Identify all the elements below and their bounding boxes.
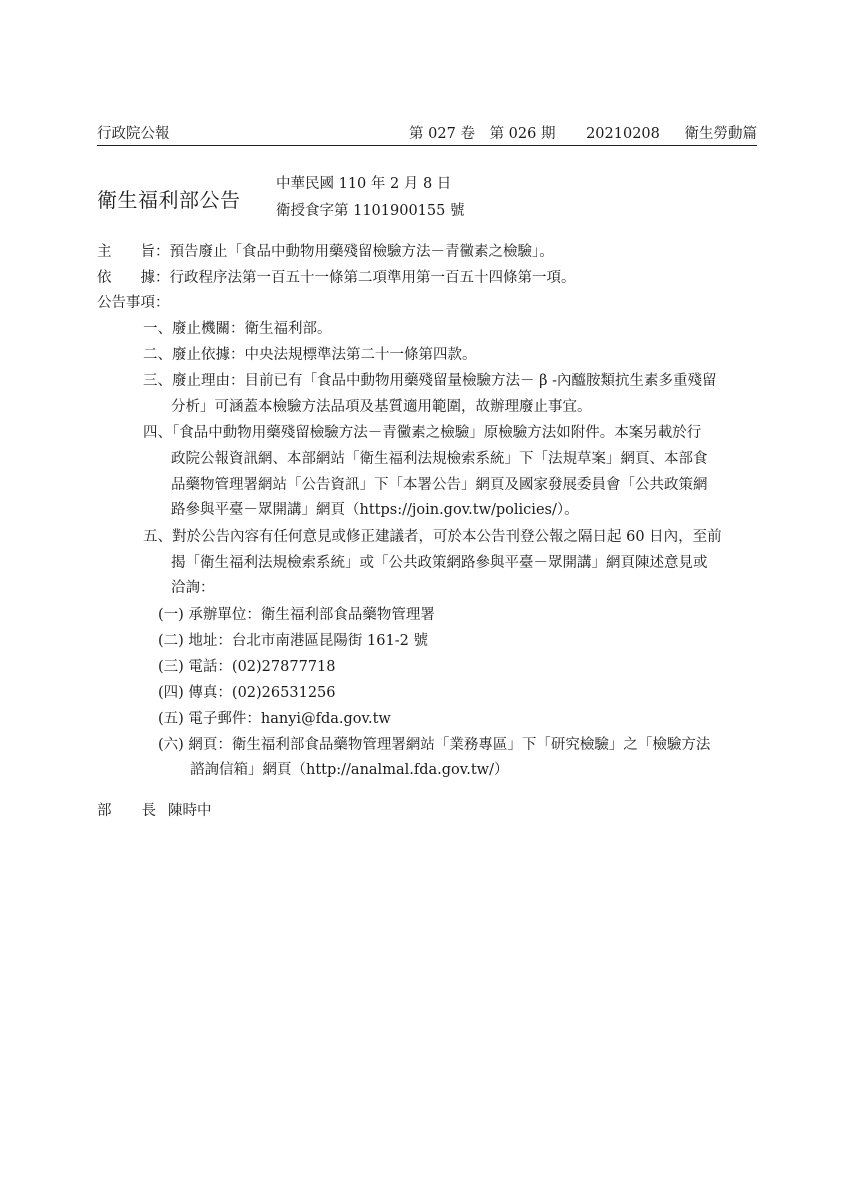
contact-web-line-1: (六) 網頁：衛生福利部食品藥物管理署網站「業務專區」下「研究檢驗」之「檢驗方法 xyxy=(158,737,711,753)
signature-title-b: 長 xyxy=(141,803,156,819)
contact-email: (五) 電子郵件：hanyi@fda.gov.tw xyxy=(158,711,391,727)
item-5-line-3: 洽詢： xyxy=(171,580,215,596)
subject-line xyxy=(97,241,554,263)
contact-fax: (四) 傳真：(02)26531256 xyxy=(158,685,336,701)
items-heading: 公告事項： xyxy=(97,295,170,311)
item-4-line-4: 路參與平臺－眾開講」網頁（https://join.gov.tw/policies/）。 xyxy=(171,502,579,518)
item-5-line-2: 揭「衛生福利法規檢索系統」或「公共政策網路參與平臺－眾開講」網頁陳述意見或 xyxy=(171,555,708,571)
document-number: 衛授食字第 1101900155 號 xyxy=(276,203,465,219)
issuer-title: 衛生福利部公告 xyxy=(97,188,241,212)
issue-info xyxy=(399,122,757,143)
signature-line xyxy=(97,800,212,822)
basis-label-b: 據： xyxy=(140,270,170,286)
item-5-line-1: 五、對於公告內容有任何意見或修正建議者，可於本公告刊登公報之隔日起 60 日內，至前 xyxy=(143,529,722,545)
item-1: 一、廢止機關：衛生福利部。 xyxy=(143,321,332,337)
item-4-line-3: 品藥物管理署網站「公告資訊」下「本署公告」網頁及國家發展委員會「公共政策網 xyxy=(171,477,708,493)
contact-unit: (一) 承辦單位：衛生福利部食品藥物管理署 xyxy=(158,607,435,623)
subject-text: 預告廢止「食品中動物用藥殘留檢驗方法－青黴素之檢驗」。 xyxy=(169,244,554,260)
page-header xyxy=(97,122,757,144)
item-3-line-2: 分析」可涵蓋本檢驗方法品項及基質適用範圍，故辦理廢止事宜。 xyxy=(171,399,592,415)
item-4-line-1: 四、「食品中動物用藥殘留檢驗方法－青黴素之檢驗」原檢驗方法如附件。本案另載於行 xyxy=(143,425,702,441)
item-3-line-1: 三、廢止理由：目前已有「食品中動物用藥殘留量檢驗方法－ β -內醯胺類抗生素多重殘留 xyxy=(143,373,717,389)
contact-phone: (三) 電話：(02)27877718 xyxy=(158,659,336,675)
issue-date: 20210208 xyxy=(586,126,660,142)
item-4-line-2: 政院公報資訊網、本部網站「衛生福利法規檢索系統」下「法規草案」網頁、本部食 xyxy=(171,451,708,467)
subject-label-a: 主 xyxy=(97,244,112,260)
section-name: 衛生勞動篇 xyxy=(684,126,757,142)
subject-label-b: 旨： xyxy=(140,244,170,260)
announcement-date: 中華民國 110 年 2 月 8 日 xyxy=(276,176,452,192)
issue-number: 第 026 期 xyxy=(489,126,556,142)
basis-text: 行政程序法第一百五十一條第二項準用第一百五十四條第一項。 xyxy=(169,270,576,286)
announcement-meta xyxy=(276,171,464,225)
signature-title-a: 部 xyxy=(97,803,112,819)
header-rule xyxy=(97,145,757,146)
basis-label-a: 依 xyxy=(97,270,112,286)
signature-name: 陳時中 xyxy=(168,803,212,819)
volume-number: 第 027 卷 xyxy=(409,126,475,142)
gazette-name: 行政院公報 xyxy=(97,126,170,142)
basis-line xyxy=(97,267,576,289)
contact-web-line-2: 諮詢信箱」網頁（http://analmal.fda.gov.tw/） xyxy=(190,762,509,778)
item-2: 二、廢止依據：中央法規標準法第二十一條第四款。 xyxy=(143,347,477,363)
contact-address: (二) 地址：台北市南港區昆陽街 161-2 號 xyxy=(158,633,428,649)
